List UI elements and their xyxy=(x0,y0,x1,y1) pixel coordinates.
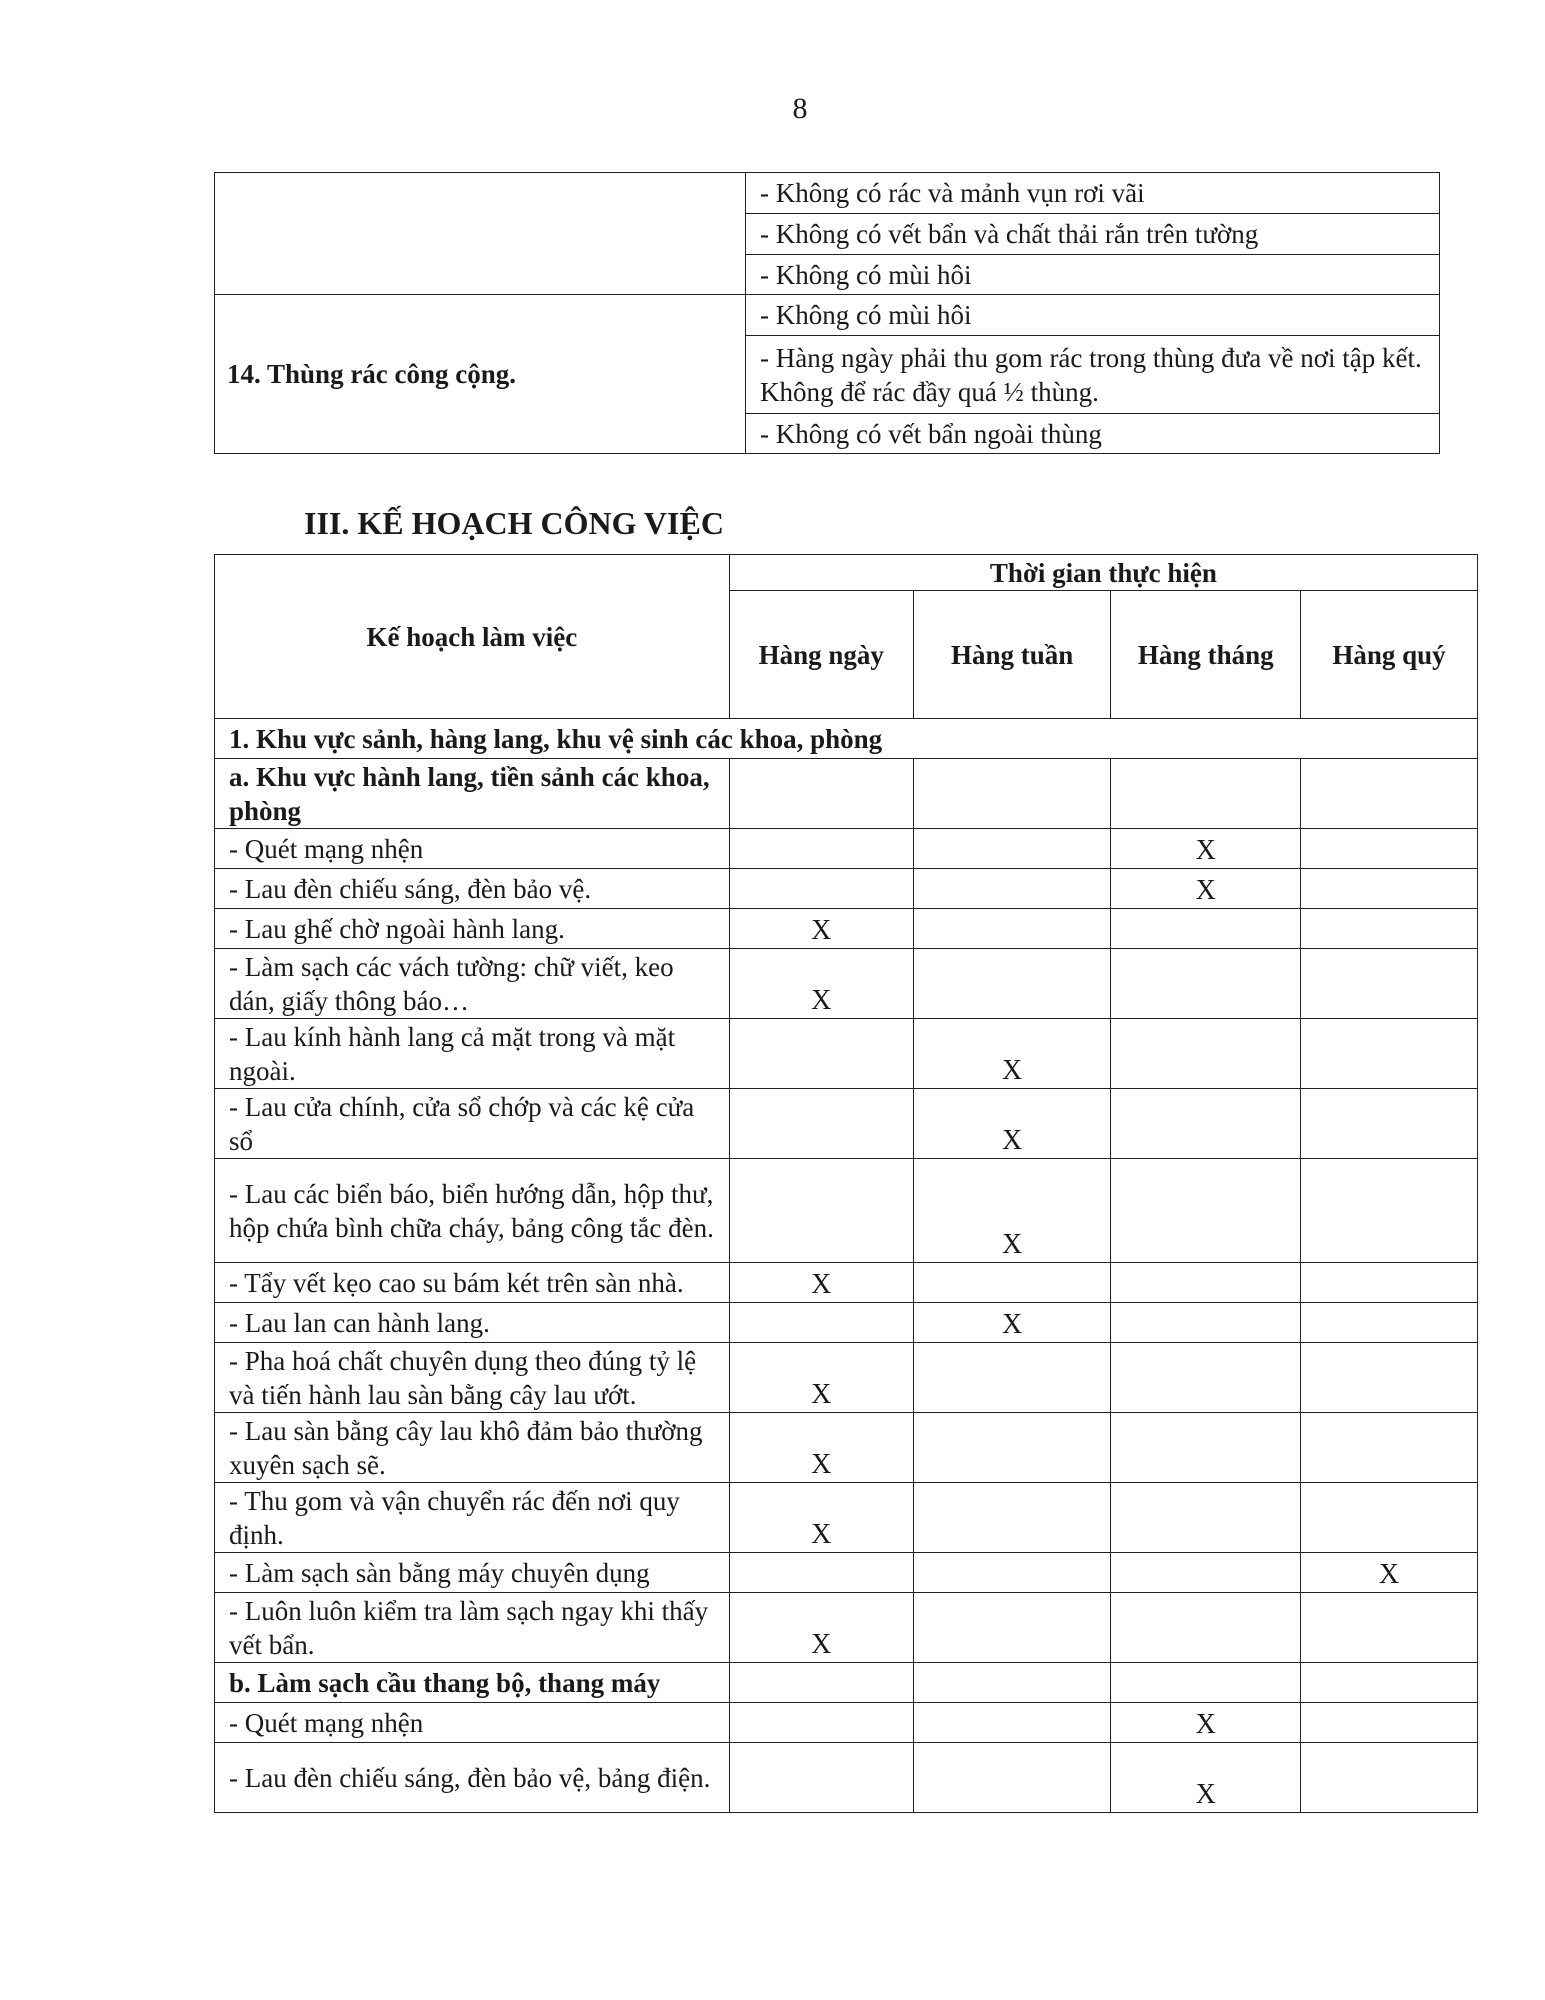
mark-cell-quarterly xyxy=(1300,1703,1477,1743)
mark-cell-monthly xyxy=(1111,1159,1301,1263)
criteria-cell: - Không có vết bẩn và chất thải rắn trên tường xyxy=(746,214,1440,255)
table-row xyxy=(215,1089,1478,1159)
mark-cell-quarterly xyxy=(1300,909,1477,949)
mark-cell-quarterly: X xyxy=(1300,1553,1477,1593)
mark-cell-quarterly xyxy=(1300,1593,1477,1663)
mark-cell-daily xyxy=(729,1019,913,1089)
work-plan-table xyxy=(214,554,1478,1813)
table-row xyxy=(215,1019,1478,1089)
task-cell: - Lau cửa chính, cửa sổ chớp và các kệ cửa sổ xyxy=(215,1089,730,1159)
mark-cell-daily xyxy=(729,1089,913,1159)
mark-cell-quarterly xyxy=(1300,1263,1477,1303)
mark-cell-daily xyxy=(729,1553,913,1593)
mark-cell-weekly xyxy=(913,1593,1111,1663)
mark-cell-daily xyxy=(729,829,913,869)
mark-cell-quarterly xyxy=(1300,1343,1477,1413)
mark-cell-monthly xyxy=(1111,1019,1301,1089)
mark-cell-monthly: X xyxy=(1111,869,1301,909)
mark-cell-daily xyxy=(729,1663,913,1703)
table-row xyxy=(215,295,1440,336)
section-heading: III. KẾ HOẠCH CÔNG VIỆC xyxy=(304,505,724,541)
mark-cell-quarterly xyxy=(1300,759,1477,829)
criteria-cell: - Hàng ngày phải thu gom rác trong thùng đưa về nơi tập kết. Không để rác đầy quá ½ thùng. xyxy=(746,336,1440,414)
mark-cell-quarterly xyxy=(1300,1089,1477,1159)
mark-cell-weekly xyxy=(913,1483,1111,1553)
mark-cell-weekly xyxy=(913,1263,1111,1303)
table-row xyxy=(215,1343,1478,1413)
mark-cell-daily: X xyxy=(729,909,913,949)
mark-cell-daily xyxy=(729,869,913,909)
table-row xyxy=(215,759,1478,829)
mark-cell-quarterly xyxy=(1300,1483,1477,1553)
mark-cell-weekly xyxy=(913,1553,1111,1593)
mark-cell-quarterly xyxy=(1300,1663,1477,1703)
mark-cell-monthly xyxy=(1111,759,1301,829)
task-cell: - Lau sàn bằng cây lau khô đảm bảo thường xuyên sạch sẽ. xyxy=(215,1413,730,1483)
subsection-title: a. Khu vực hành lang, tiền sảnh các khoa, phòng xyxy=(215,759,730,829)
period-header-quarterly: Hàng quý xyxy=(1300,591,1477,719)
area-cell: 14. Thùng rác công cộng. xyxy=(215,295,746,454)
mark-cell-weekly: X xyxy=(913,1089,1111,1159)
mark-cell-daily: X xyxy=(729,1593,913,1663)
criteria-cell: - Không có mùi hôi xyxy=(746,255,1440,295)
mark-cell-weekly: X xyxy=(913,1303,1111,1343)
mark-cell-monthly: X xyxy=(1111,1703,1301,1743)
mark-cell-quarterly xyxy=(1300,1743,1477,1813)
criteria-cell: - Không có vết bẩn ngoài thùng xyxy=(746,414,1440,454)
mark-cell-weekly xyxy=(913,909,1111,949)
mark-cell-monthly xyxy=(1111,1413,1301,1483)
table-row xyxy=(215,1553,1478,1593)
mark-cell-quarterly xyxy=(1300,869,1477,909)
mark-cell-quarterly xyxy=(1300,1159,1477,1263)
task-cell: - Lau các biển báo, biển hướng dẫn, hộp thư, hộp chứa bình chữa cháy, bảng công tắc đèn. xyxy=(215,1159,730,1263)
task-cell: - Làm sạch các vách tường: chữ viết, keo dán, giấy thông báo… xyxy=(215,949,730,1019)
table-row xyxy=(215,1593,1478,1663)
mark-cell-monthly xyxy=(1111,1663,1301,1703)
period-header-daily: Hàng ngày xyxy=(729,591,913,719)
mark-cell-daily xyxy=(729,1303,913,1343)
mark-cell-weekly xyxy=(913,1743,1111,1813)
mark-cell-weekly xyxy=(913,829,1111,869)
criteria-table xyxy=(214,172,1440,454)
table-row xyxy=(215,173,1440,214)
mark-cell-monthly xyxy=(1111,1483,1301,1553)
work-plan-body xyxy=(215,719,1478,1813)
criteria-cell: - Không có rác và mảnh vụn rơi vãi xyxy=(746,173,1440,214)
mark-cell-monthly xyxy=(1111,1089,1301,1159)
mark-cell-weekly xyxy=(913,759,1111,829)
mark-cell-daily xyxy=(729,1159,913,1263)
criteria-cell: - Không có mùi hôi xyxy=(746,295,1440,336)
mark-cell-monthly xyxy=(1111,949,1301,1019)
mark-cell-daily: X xyxy=(729,1343,913,1413)
mark-cell-daily xyxy=(729,1703,913,1743)
table-row xyxy=(215,1663,1478,1703)
page-number: 8 xyxy=(792,92,808,125)
mark-cell-daily: X xyxy=(729,1483,913,1553)
table-row xyxy=(215,1159,1478,1263)
mark-cell-quarterly xyxy=(1300,1019,1477,1089)
mark-cell-weekly xyxy=(913,869,1111,909)
mark-cell-weekly xyxy=(913,1663,1111,1703)
task-column-header: Kế hoạch làm việc xyxy=(215,555,730,719)
mark-cell-daily: X xyxy=(729,949,913,1019)
area-cell xyxy=(215,173,746,295)
task-cell: - Pha hoá chất chuyên dụng theo đúng tỷ lệ và tiến hành lau sàn bằng cây lau ướt. xyxy=(215,1343,730,1413)
table-row xyxy=(215,949,1478,1019)
task-cell: - Quét mạng nhện xyxy=(215,829,730,869)
mark-cell-weekly xyxy=(913,949,1111,1019)
mark-cell-weekly: X xyxy=(913,1019,1111,1089)
task-cell: - Thu gom và vận chuyển rác đến nơi quy định. xyxy=(215,1483,730,1553)
mark-cell-weekly xyxy=(913,1413,1111,1483)
task-cell: - Làm sạch sàn bằng máy chuyên dụng xyxy=(215,1553,730,1593)
table-row xyxy=(215,1703,1478,1743)
mark-cell-monthly: X xyxy=(1111,1743,1301,1813)
section-title: 1. Khu vực sảnh, hàng lang, khu vệ sinh các khoa, phòng xyxy=(215,719,1478,759)
table-row xyxy=(215,1413,1478,1483)
subsection-title: b. Làm sạch cầu thang bộ, thang máy xyxy=(215,1663,730,1703)
mark-cell-daily xyxy=(729,1743,913,1813)
mark-cell-monthly xyxy=(1111,1343,1301,1413)
task-cell: - Luôn luôn kiểm tra làm sạch ngay khi thấy vết bẩn. xyxy=(215,1593,730,1663)
mark-cell-quarterly xyxy=(1300,829,1477,869)
period-header-weekly: Hàng tuần xyxy=(913,591,1111,719)
mark-cell-daily: X xyxy=(729,1263,913,1303)
table-row xyxy=(215,1263,1478,1303)
mark-cell-monthly: X xyxy=(1111,829,1301,869)
mark-cell-quarterly xyxy=(1300,949,1477,1019)
table-row xyxy=(215,909,1478,949)
task-cell: - Tẩy vết kẹo cao su bám két trên sàn nhà. xyxy=(215,1263,730,1303)
task-cell: - Lau đèn chiếu sáng, đèn bảo vệ. xyxy=(215,869,730,909)
task-cell: - Lau ghế chờ ngoài hành lang. xyxy=(215,909,730,949)
table-row xyxy=(215,1303,1478,1343)
header-row xyxy=(215,555,1478,591)
mark-cell-monthly xyxy=(1111,1303,1301,1343)
mark-cell-quarterly xyxy=(1300,1303,1477,1343)
task-cell: - Lau đèn chiếu sáng, đèn bảo vệ, bảng điện. xyxy=(215,1743,730,1813)
task-cell: - Lau kính hành lang cả mặt trong và mặt ngoài. xyxy=(215,1019,730,1089)
time-group-header: Thời gian thực hiện xyxy=(729,555,1477,591)
mark-cell-monthly xyxy=(1111,909,1301,949)
section-row xyxy=(215,719,1478,759)
mark-cell-daily: X xyxy=(729,1413,913,1483)
mark-cell-daily xyxy=(729,759,913,829)
mark-cell-monthly xyxy=(1111,1263,1301,1303)
mark-cell-weekly xyxy=(913,1703,1111,1743)
mark-cell-weekly: X xyxy=(913,1159,1111,1263)
task-cell: - Lau lan can hành lang. xyxy=(215,1303,730,1343)
task-cell: - Quét mạng nhện xyxy=(215,1703,730,1743)
table-row xyxy=(215,829,1478,869)
table-row xyxy=(215,869,1478,909)
mark-cell-monthly xyxy=(1111,1553,1301,1593)
mark-cell-weekly xyxy=(913,1343,1111,1413)
table-row xyxy=(215,1483,1478,1553)
mark-cell-quarterly xyxy=(1300,1413,1477,1483)
period-header-monthly: Hàng tháng xyxy=(1111,591,1301,719)
table-row xyxy=(215,1743,1478,1813)
mark-cell-monthly xyxy=(1111,1593,1301,1663)
